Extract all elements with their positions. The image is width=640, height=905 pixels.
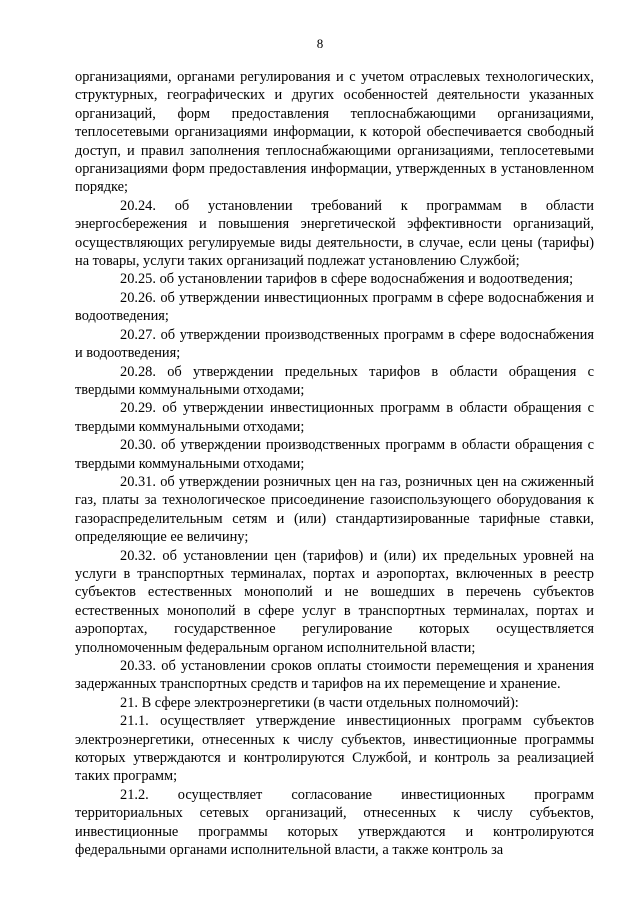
paragraph-20-26: 20.26. об утверждении инвестиционных программ в сфере водоснабжения и водоотведения; bbox=[75, 289, 594, 325]
page-number: 8 bbox=[316, 36, 324, 51]
paragraph-continuation: организациями, органами регулирования и с учетом отраслевых технологических, структурных, географических и других особенностей деятельности указанных организаций, форм предоставления теплоснабжающими организациями, теплосетевыми организациями информации, к которой обеспечивается свободный доступ, и правил заполнения теплоснабжающими организациями, теплосетевыми организациями форм предоставления информации, утвержденных в установленном порядке; bbox=[75, 69, 594, 196]
paragraph-21: 21. В сфере электроэнергетики (в части отдельных полномочий): bbox=[120, 694, 519, 711]
paragraph-20-32: 20.32. об установлении цен (тарифов) и (или) их предельных уровней на услуги в транспортных терминалах, портах и аэропортах, включенных в реестр субъектов естественных монополий и не вошедших в перечень субъектов естественных монополий в сфере услуг в транспортных терминалах, портах и аэропортах, государственное регулирование которых осуществляется уполномоченным федеральным органом исполнительной власти; bbox=[75, 547, 594, 656]
paragraph-21-2: 21.2. осуществляет согласование инвестиционных программ территориальных сетевых организаций, отнесенных к числу субъектов, инвестиционные программы которых утверждаются и контролируются федеральными органами исполнительной власти, а также контроль за bbox=[75, 786, 594, 859]
paragraph-21-1: 21.1. осуществляет утверждение инвестиционных программ субъектов электроэнергетики, отнесенных к числу субъектов, инвестиционные программы которых утверждаются и контролируются Службой, и контроль за реализацией таких программ; bbox=[75, 713, 594, 785]
paragraph-20-25: 20.25. об установлении тарифов в сфере водоснабжения и водоотведения; bbox=[120, 271, 574, 288]
paragraph-20-33: 20.33. об установлении сроков оплаты стоимости перемещения и хранения задержанных транспортных средств и тарифов на их перемещение и хранение. bbox=[75, 658, 594, 693]
paragraph-20-30: 20.30. об утверждении производственных программ в области обращения с твердыми коммунальными отходами; bbox=[75, 437, 594, 472]
paragraph-20-28: 20.28. об утверждении предельных тарифов в области обращения с твердыми коммунальными отходами; bbox=[75, 363, 594, 398]
paragraph-20-27: 20.27. об утверждении производственных программ в сфере водоснабжения и водоотведения; bbox=[75, 326, 594, 362]
paragraph-20-31: 20.31. об утверждении розничных цен на газ, розничных цен на сжиженный газ, платы за технологическое присоединение газоиспользующего оборудования к газораспределительным сетям и (или) стандартизированные тарифные ставки, определяющие ее величину; bbox=[75, 473, 594, 546]
paragraph-20-29: 20.29. об утверждении инвестиционных программ в области обращения с твердыми коммунальными отходами; bbox=[75, 400, 594, 435]
document-body bbox=[75, 68, 594, 859]
paragraph-20-24: 20.24. об установлении требований к программам в области энергосбережения и повышения энергетической эффективности организаций, осуществляющих регулируемые виды деятельности, в случае, если цены (тарифы) на товары, услуги таких организаций подлежат установлению Службой; bbox=[75, 197, 594, 270]
